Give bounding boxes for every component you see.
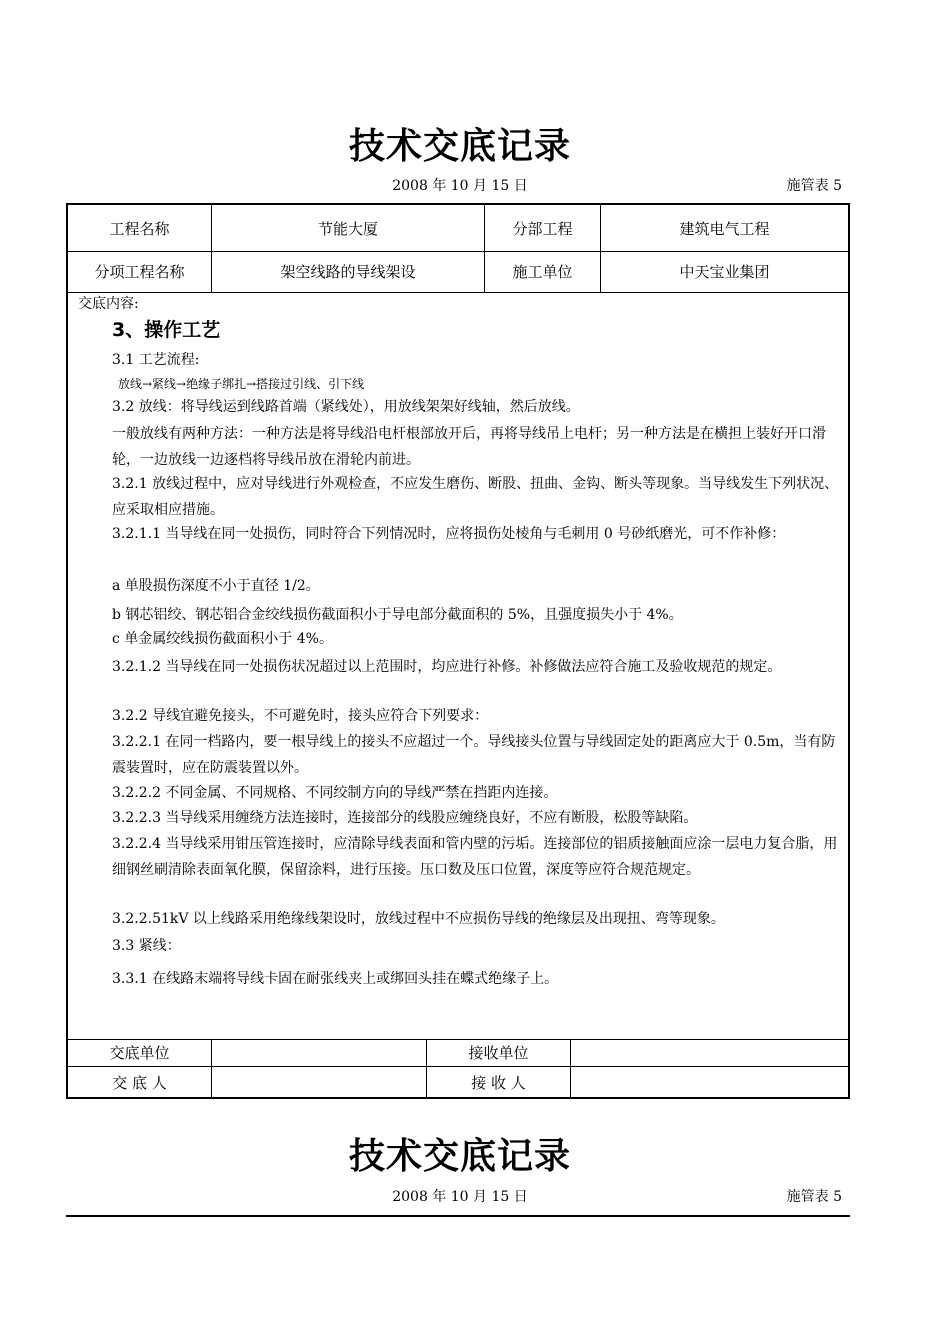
division-label: 分部工程	[485, 205, 601, 251]
paragraph: 3.2.2.2 不同金属、不同规格、不同绞制方向的导线严禁在挡距内连接。	[112, 785, 558, 801]
footer-row-unit	[68, 1039, 848, 1067]
header-row-project	[68, 205, 848, 252]
paragraph: 3.2.2.3 当导线采用缠绕方法连接时，连接部分的线股应缠绕良好，不应有断股，松股等缺陷。	[112, 810, 698, 826]
project-name-value: 节能大厦	[212, 205, 485, 251]
paragraph: 3.1 工艺流程:	[112, 352, 200, 368]
receiver-unit-label: 接收单位	[427, 1039, 571, 1066]
paragraph: 3.2.1 放线过程中，应对导线进行外观检查，不应发生磨伤、断股、扭曲、金钩、断头等现象。当导线发生下列状况、应采取相应措施。	[112, 476, 839, 518]
paragraph: 一般放线有两种方法：一种方法是将导线沿电杆根部放开后，再将导线吊上电杆；另一种方法是在横担上装好开口滑轮，一边放线一边逐档将导线吊放在滑轮内前进。	[112, 426, 826, 468]
contractor-label: 施工单位	[485, 251, 601, 292]
record-date: 2008 年 10 月 15 日	[392, 178, 528, 194]
paragraph: b 钢芯铝绞、钢芯铝合金绞线损伤截面积小于导电部分截面积的 5%，且强度损失小于 4%。	[112, 607, 683, 623]
paragraph: 3.2.2.1 在同一档路内，要一根导线上的接头不应超过一个。导线接头位置与导线固定处的距离应大于 0.5m，当有防震装置时，应在防震装置以外。	[112, 734, 836, 776]
process-flow: 放线→紧线→绝缘子绑扎→搭接过引线、引下线	[118, 377, 365, 391]
paragraph: 3.2.2 导线宜避免接头，不可避免时，接头应符合下列要求：	[112, 708, 489, 724]
paragraph: 3.3 紧线：	[112, 938, 181, 954]
handover-person-label: 交 底 人	[68, 1066, 212, 1099]
content-label: 交底内容:	[78, 296, 139, 312]
form-number: 施管表 5	[786, 1189, 842, 1205]
paragraph: 3.2.2.51kV 以上线路采用绝缘线架设时，放线过程中不应损伤导线的绝缘层及出现扭、弯等现象。	[112, 911, 725, 927]
page-title: 技术交底记录	[348, 126, 571, 167]
form-number: 施管表 5	[786, 178, 842, 194]
handover-person-field[interactable]	[212, 1066, 427, 1099]
receiver-unit-field[interactable]	[571, 1039, 848, 1066]
division-value: 建筑电气工程	[679, 219, 770, 238]
handover-unit-label: 交底单位	[68, 1039, 212, 1066]
section-heading: 3、操作工艺	[112, 319, 221, 341]
handover-unit-field[interactable]	[212, 1039, 427, 1066]
paragraph: c 单金属绞线损伤截面积小于 4%。	[112, 631, 333, 647]
page-title: 技术交底记录	[348, 1136, 571, 1177]
record-table	[66, 203, 850, 1099]
paragraph: 3.3.1 在线路末端将导线卡固在耐张线夹上或绑回头挂在蝶式绝缘子上。	[112, 971, 559, 987]
paragraph: a 单股损伤深度不小于直径 1/2。	[112, 578, 320, 594]
record-date: 2008 年 10 月 15 日	[392, 1189, 528, 1205]
footer-row-person	[68, 1066, 848, 1099]
paragraph: 3.2.2.4 当导线采用钳压管连接时，应清除导线表面和管内壁的污垢。连接部位的铝质接触面应涂一层电力复合脂，用细钢丝刷清除表面氧化膜，保留涂料，进行压接。压口数及压口位置，深度等应符合规范规定。	[112, 836, 838, 878]
paragraph: 3.2 放线：将导线运到线路首端（紧线处），用放线架架好线轴，然后放线。	[112, 399, 580, 415]
header-row-subitem	[68, 251, 848, 293]
project-name-label: 工程名称	[68, 205, 212, 251]
receiver-person-label: 接 收 人	[427, 1066, 571, 1099]
table-top-border	[66, 1215, 850, 1217]
paragraph: 3.2.1.1 当导线在同一处损伤，同时符合下列情况时，应将损伤处棱角与毛刺用 0 号砂纸磨光，可不作补修：	[112, 526, 786, 542]
paragraph: 3.2.1.2 当导线在同一处损伤状况超过以上范围时，均应进行补修。补修做法应符合施工及验收规范的规定。	[112, 659, 782, 675]
subitem-value: 架空线路的导线架设	[212, 251, 485, 292]
contractor-value: 中天宝业集团	[679, 263, 770, 281]
handover-content	[68, 293, 848, 1040]
receiver-person-field[interactable]	[571, 1066, 848, 1099]
subitem-label: 分项工程名称	[68, 251, 212, 292]
